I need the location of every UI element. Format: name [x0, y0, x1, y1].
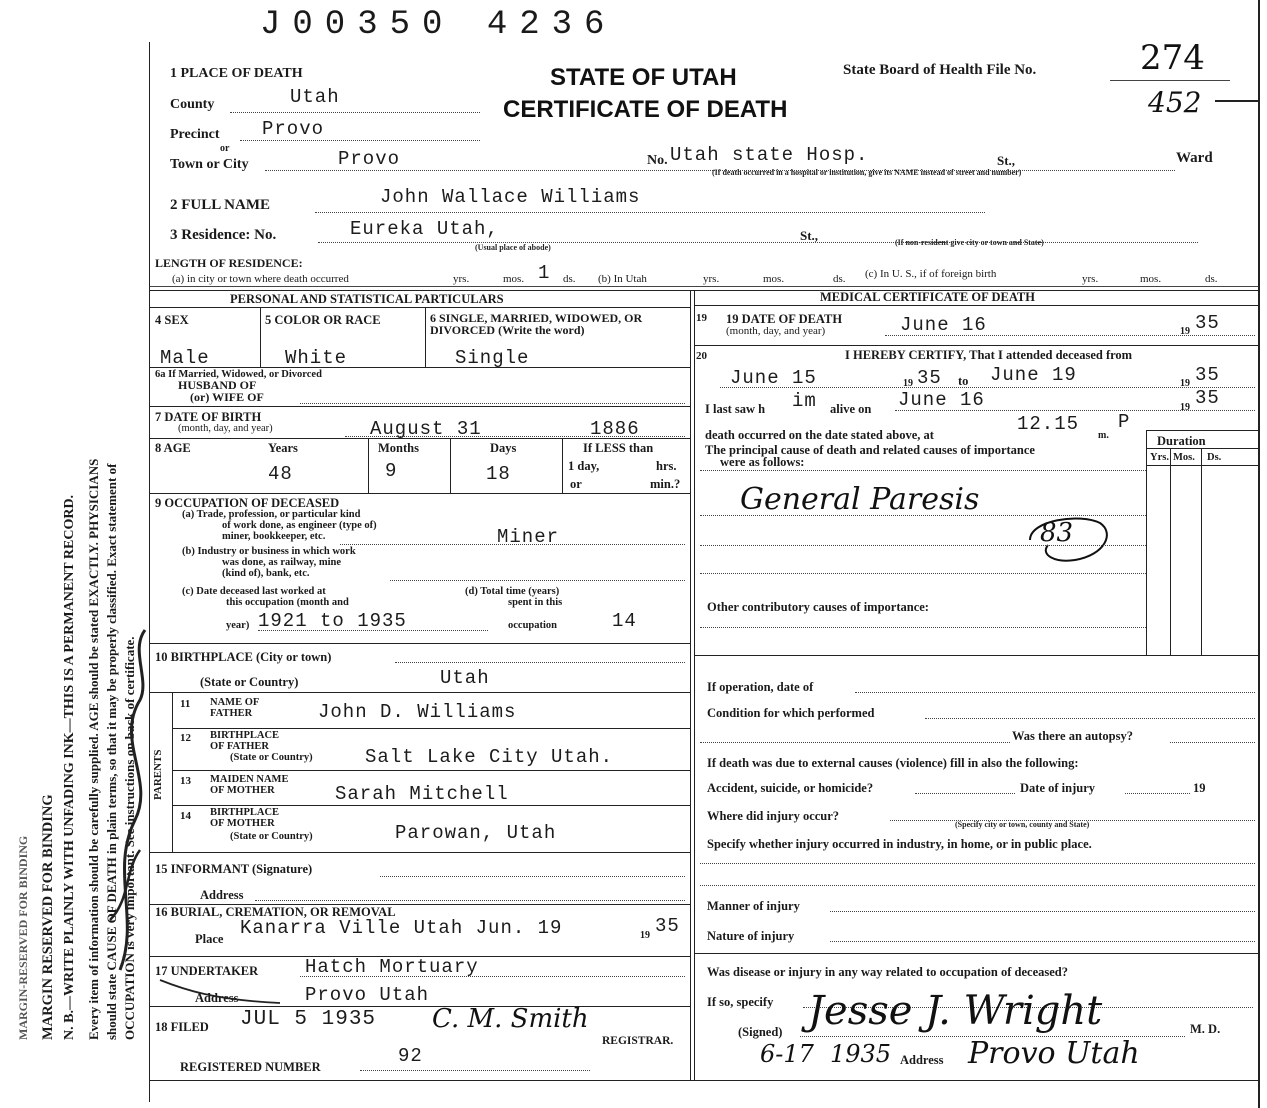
filed-date: JUL 5 1935: [240, 1008, 377, 1031]
color-value: White: [285, 347, 348, 369]
spouse-label-c: (or) WIFE OF: [190, 390, 264, 404]
last-saw-label: I last saw h: [705, 402, 766, 416]
age-label: 8 AGE: [155, 441, 191, 455]
accident-label: Accident, suicide, or homicide?: [707, 781, 874, 795]
sex-value: Male: [160, 347, 210, 369]
age-months: 9: [385, 460, 398, 482]
burial-place-value: Kanarra Ville Utah Jun. 19: [240, 917, 563, 939]
attend-from: June 15: [730, 367, 817, 389]
sign-year: 1935: [830, 1040, 892, 1068]
county-label: County: [170, 97, 215, 112]
nb-instruction: N. B.—WRITE PLAINLY WITH UNFADING INK—THIS IS A PERMANENT RECORD.: [62, 494, 77, 1040]
informant-address-label: Address: [200, 888, 244, 902]
code-circle: [1020, 505, 1120, 565]
certify-label: I HEREBY CERTIFY, That I attended deceased from: [845, 348, 1133, 362]
margin-reserved-text: MARGIN RESERVED FOR BINDING: [40, 794, 56, 1040]
attend-from-year: 35: [917, 367, 942, 389]
dob-sub: (month, day, and year): [178, 423, 273, 434]
marital-value: Single: [455, 347, 530, 369]
filed-label: 18 FILED: [155, 1020, 209, 1034]
residence-st-label: St.,: [800, 228, 819, 243]
length-c-label: (c) In U. S., if of foreign birth: [865, 268, 997, 280]
state-title: STATE OF UTAH: [550, 64, 737, 91]
occupation-total: 14: [612, 610, 637, 632]
informant-label: 15 INFORMANT (Signature): [155, 862, 313, 876]
spouse-label-a: 6a If Married, Widowed, or Divorced: [155, 369, 322, 380]
physician-address-label: Address: [900, 1053, 944, 1067]
place-of-death-heading: 1 PLACE OF DEATH: [170, 66, 303, 81]
autopsy-label: Was there an autopsy?: [1012, 729, 1133, 743]
burial-year: 35: [655, 915, 680, 937]
birthplace-sub: (State or Country): [200, 675, 299, 689]
burial-place-label: Place: [195, 932, 224, 946]
town-value: Provo: [338, 148, 401, 170]
sign-date: 6-17: [760, 1040, 814, 1068]
registrar-label: REGISTRAR.: [602, 1035, 674, 1047]
nonresident-note: (If non-resident give city or town and State): [895, 238, 1044, 247]
spouse-label-b: HUSBAND OF: [178, 378, 257, 392]
cause-intro: The principal cause of death and related causes of importance: [705, 443, 1035, 457]
residence-value: Eureka Utah,: [350, 218, 499, 240]
sex-label: 4 SEX: [155, 313, 189, 327]
precinct-label: Precinct: [170, 127, 220, 142]
instruction-line-2: should state CAUSE OF DEATH in plain terms, so that it may be properly classified. Exact statement of: [104, 463, 119, 1040]
instruction-line-1: Every item of information should be carefully supplied. AGE should be stated EXACTLY. PHYSICIANS: [86, 458, 101, 1040]
form-left-border: [149, 42, 150, 1102]
occupation-label: 9 OCCUPATION OF DECEASED: [155, 496, 340, 510]
cause-of-death: General Paresis: [740, 482, 980, 517]
death-month-day: June 16: [900, 314, 987, 336]
death-year: 35: [1195, 312, 1220, 334]
father-birthplace-value: Salt Lake City Utah.: [365, 746, 614, 768]
registered-number: 92: [398, 1045, 423, 1067]
nature-label: Nature of injury: [707, 929, 795, 943]
operation-label: If operation, date of: [707, 680, 814, 694]
file-no-label: State Board of Health File No.: [843, 62, 1037, 78]
condition-label: Condition for which performed: [707, 706, 875, 720]
undertaker-address: Provo Utah: [305, 984, 430, 1006]
death-time: 12.15: [1017, 413, 1080, 435]
serial-number: J00350 4236: [260, 6, 617, 44]
ward-label: Ward: [1176, 150, 1213, 166]
hospital-note: (If death occurred in a hospital or institution, give its NAME instead of street and number): [712, 168, 1022, 177]
manner-label: Manner of injury: [707, 899, 800, 913]
full-name-value: John Wallace Williams: [380, 186, 641, 208]
birthplace-label: 10 BIRTHPLACE (City or town): [155, 650, 332, 664]
dob-year: 1886: [590, 418, 640, 440]
duration-label: Duration: [1157, 434, 1206, 448]
hospital-value: Utah state Hosp.: [670, 144, 869, 166]
instruction-line-3: OCCUPATION is very important. See instructions on back of certificate.: [122, 636, 137, 1040]
full-name-label: 2 FULL NAME: [170, 197, 271, 213]
injury-date-label: Date of injury: [1020, 781, 1095, 795]
death-occurred-label: death occurred on the date stated above, at: [705, 428, 934, 442]
mother-birthplace-value: Parowan, Utah: [395, 822, 557, 844]
bracket-scribble: [155, 975, 285, 1010]
years-worked: 1921 to 1935: [258, 610, 407, 632]
length-a-label: (a) in city or town where death occurred: [172, 273, 349, 285]
dob-label: 7 DATE OF BIRTH: [155, 410, 262, 424]
alive-date: June 16: [898, 389, 985, 411]
where-injury-label: Where did injury occur?: [707, 809, 840, 823]
contributory-label: Other contributory causes of importance:: [707, 600, 929, 614]
or-label: or: [220, 143, 230, 154]
town-label: Town or City: [170, 157, 249, 172]
certificate-title: CERTIFICATE OF DEATH: [503, 96, 788, 123]
file-no: 274: [1140, 38, 1205, 78]
date-of-death-label: 19 DATE OF DEATH: [726, 312, 843, 326]
undertaker-address-label: Address: [195, 991, 239, 1005]
file-no-alt: 452: [1148, 86, 1202, 119]
mother-name-value: Sarah Mitchell: [335, 783, 509, 805]
parents-label: PARENTS: [152, 749, 164, 800]
registered-number-label: REGISTERED NUMBER: [180, 1060, 321, 1074]
occupation-value: Miner: [497, 526, 560, 548]
center-divider: [690, 290, 691, 1080]
residence-label: 3 Residence: No.: [170, 227, 277, 243]
medical-header: MEDICAL CERTIFICATE OF DEATH: [820, 290, 1035, 304]
form-right-border: [1258, 0, 1260, 1108]
signed-label: (Signed): [738, 1025, 783, 1039]
margin-signature-scribble: [100, 620, 160, 980]
no-label: No.: [647, 153, 668, 168]
external-causes-label: If death was due to external causes (violence) fill in also the following:: [707, 756, 1079, 770]
alive-year: 35: [1195, 387, 1220, 409]
precinct-value: Provo: [262, 118, 325, 140]
attend-to: June 19: [990, 364, 1077, 386]
cause-code: 83: [1040, 518, 1074, 548]
age-days: 18: [486, 463, 511, 485]
length-b-label: (b) In Utah: [598, 273, 647, 285]
length-months-value: 1: [538, 262, 551, 284]
specify-injury-label: Specify whether injury occurred in industry, in home, or in public place.: [707, 837, 1092, 851]
undertaker-label: 17 UNDERTAKER: [155, 964, 259, 978]
attend-to-year: 35: [1195, 364, 1220, 386]
marital-label: 6 SINGLE, MARRIED, WIDOWED, OR DIVORCED (Write the word): [430, 311, 643, 337]
personal-header: PERSONAL AND STATISTICAL PARTICULARS: [230, 292, 504, 306]
registrar-signature: C. M. Smith: [432, 1004, 589, 1034]
burial-label: 16 BURIAL, CREMATION, OR REMOVAL: [155, 905, 396, 919]
color-label: 5 COLOR OR RACE: [265, 313, 381, 327]
undertaker-value: Hatch Mortuary: [305, 956, 479, 978]
physician-address: Provo Utah: [968, 1036, 1140, 1071]
dob-month-day: August 31: [370, 418, 482, 440]
margin-reserved-faint: MARGIN-RESERVED FOR BINDING: [16, 835, 30, 1040]
father-name-value: John D. Williams: [318, 701, 517, 723]
if-so-label: If so, specify: [707, 995, 774, 1009]
age-years: 48: [268, 463, 293, 485]
birthplace-value: Utah: [440, 667, 490, 689]
length-residence-label: LENGTH OF RESIDENCE:: [155, 256, 303, 270]
st-label: St.,: [997, 153, 1016, 168]
death-certificate-page: MARGIN-RESERVED FOR BINDING MARGIN RESERVED FOR BINDING N. B.—WRITE PLAINLY WITH UNFADING INK—THIS IS A PERMANENT RECORD. Every item of information should be carefully supplied. AGE should be stated EXACTLY. PHYSICIANS should state CAUSE OF DEATH in plain terms, so that it may be properly classified. Exact statement of OCCUPATION is very important. See instructions on back of certificate. J00350 4236 STATE OF UTAH CERTIFICATE OF DEATH State Board of Health File No. 274 452 1 PLACE OF DEATH County Utah Precinct Provo or Town or City Provo No. Utah state Hosp. St., Ward (If death occurred in a hospital or institution, give its NAME instead of street and number) 2 FULL NAME John Wallace Williams 3 Residence: No. Eureka Utah, St., (Usual place of abode) (If non-resident give city or town and State) LENGTH OF RESIDENCE: (a) in city or town where death occurred yrs. mos. 1 ds. (b) In Utah yrs. mos. ds. (c) In U. S., if of foreign birth yrs. mos. ds. PERSONAL AND STATISTICAL PARTICULARS MEDICAL CERTIFICATE OF DEATH 4 SEX 5 COLOR OR RACE 6 SINGLE, MARRIED, WIDOWED, OR DIVORCED (Write the word) Male White Single 6a If Married, Widowed, or Divorced HUSBAND OF (or) WIFE OF 7 DATE OF BIRTH (month, day, and year) August 31 1886 8 AGE Years Months Days If LESS than 1 day, hrs. or min.? 48 9 18 9 OCCUPATION OF DECEASED (a) Trade, profession, or particular kind of work done, as engineer (type of) miner, bookkeeper, etc. Miner (b) Industry or business in which work was done, as railway, mine (kind of), bank, etc. (c) Date deceased last worked at this occupation (month and year) 1921 to 1935 (d) Total time (years) spent in this occupation 14 10 BIRTHPLACE (City or town) (State or Country) Utah PARENTS 11 NAME OF FATHER John D. Williams 12 BIRTHPLACE OF FATHER (State or Country) Salt Lake City Utah. 13 MAIDEN NAME OF MOTHER Sarah Mitchell 14 BIRTHPLACE OF MOTHER (State or Country) Parowan, Utah 15 INFORMANT (Signature) Address 16 BURIAL, CREMATION, OR REMOVAL Place Kanarra Ville Utah Jun. 19 19 35 17 UNDERTAKER Hatch Mortuary Address Provo Utah 18 FILED JUL 5 1935 C. M. Smith REGISTRAR. REGISTERED NUMBER 92 19 19 DATE OF DEATH (month, day, and year) June 16 19 35 20 I HEREBY CERTIFY, That I attended deceased from June 15 19 35 to June 19 19 35 I last saw h im alive on June 16 19 35 death occurred on the date stated above, at 12.15 m. P The principal cause of death and related causes of importance were as follows: Duration Yrs. Mos. Ds. General Paresis 83 Other contributory causes of importance: If operation, date of Condition for which performed Was there an autopsy? If death was due to external causes (violence) fill in also the following: Accident, suicide, or homicide? Date of injury 19 Where did injury occur? (Specify city or town, county and State) Specify whether injury occurred in industry, in home, or in public place. Manner of injury Nature of injury Was disease or injury in any way related to occupation of deceased? If so, specify (Signed) Jesse J. Wright M. D. 6-17 1935 Address Provo Utah: [0, 0, 1267, 1108]
county-value: Utah: [290, 86, 340, 108]
usual-abode-note: (Usual place of abode): [475, 243, 551, 252]
form-bottom-border: [149, 1080, 1259, 1081]
physician-signature: Jesse J. Wright: [808, 988, 1103, 1034]
related-label: Was disease or injury in any way related to occupation of deceased?: [707, 965, 1068, 979]
